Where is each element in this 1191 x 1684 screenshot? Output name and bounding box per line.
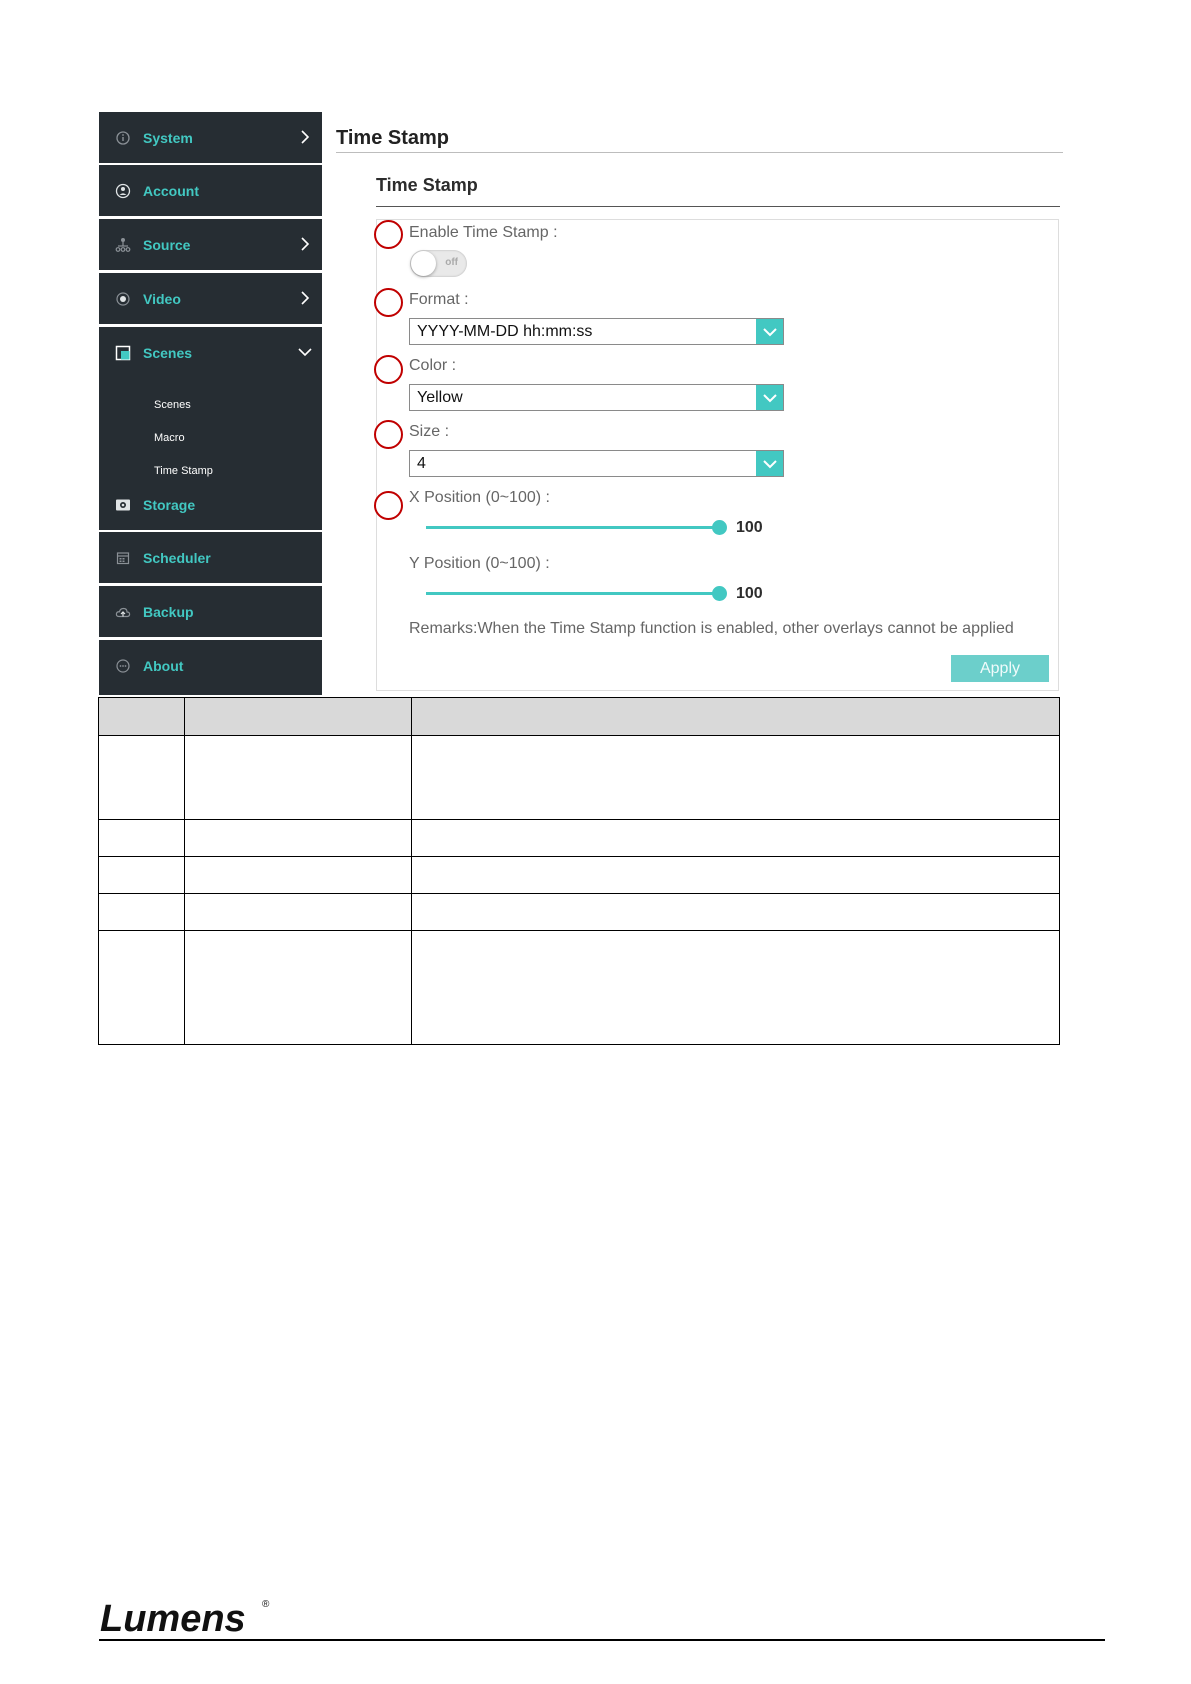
x-position-value: 100 (736, 519, 763, 536)
format-select-value: YYYY-MM-DD hh:mm:ss (417, 323, 593, 340)
table-row (99, 931, 1060, 1045)
table-header-row (99, 698, 1060, 736)
chevron-right-icon (298, 236, 312, 252)
nav-label-source: Source (143, 236, 191, 253)
chevron-right-icon (298, 290, 312, 306)
video-dot-icon (115, 291, 131, 307)
table-header-cell (412, 698, 1060, 736)
footer-divider (99, 1639, 1105, 1641)
chevron-down-icon (756, 385, 783, 410)
nav-label-scheduler: Scheduler (143, 549, 211, 566)
y-position-slider-track[interactable] (426, 592, 719, 595)
chevron-down-icon (756, 319, 783, 344)
source-tree-icon (115, 237, 131, 253)
table-cell (185, 931, 412, 1045)
table-row (99, 736, 1060, 820)
toggle-state-text: off (445, 257, 458, 268)
nav-label-account: Account (143, 182, 199, 199)
submenu-item-time-stamp[interactable]: Time Stamp (154, 465, 213, 477)
nav-item-scheduler[interactable] (99, 532, 322, 583)
nav-item-system[interactable] (99, 112, 322, 163)
nav-label-backup: Backup (143, 603, 194, 620)
section-divider (376, 206, 1060, 207)
nav-label-scenes: Scenes (143, 344, 193, 361)
format-select[interactable] (409, 318, 784, 345)
x-position-slider-thumb[interactable] (712, 520, 727, 535)
callout-marker-3 (374, 355, 403, 384)
storage-icon (115, 497, 131, 513)
backup-cloud-icon (115, 604, 131, 620)
color-label: Color : (409, 357, 457, 374)
sidebar-bottom-edge (99, 688, 322, 695)
size-select[interactable] (409, 450, 784, 477)
callout-marker-1 (374, 220, 403, 249)
table-cell (185, 736, 412, 820)
toggle-knob (411, 251, 436, 276)
chevron-down-icon (298, 344, 312, 360)
callout-marker-5 (374, 491, 403, 520)
table-header-cell (99, 698, 185, 736)
lumens-logo (100, 1595, 272, 1639)
remarks-text: Remarks:When the Time Stamp function is enabled, other overlays cannot be applied (409, 620, 1014, 637)
info-circle-icon (115, 130, 131, 146)
nav-item-about[interactable] (99, 640, 322, 691)
table-cell (412, 820, 1060, 857)
table-row (99, 820, 1060, 857)
nav-item-video[interactable] (99, 273, 322, 324)
y-position-value: 100 (736, 585, 763, 602)
submenu-item-scenes[interactable]: Scenes (154, 399, 191, 411)
table-cell (185, 894, 412, 931)
table-header-cell (185, 698, 412, 736)
description-table (98, 697, 1060, 1045)
table-cell (99, 894, 185, 931)
table-cell (185, 820, 412, 857)
title-divider (336, 152, 1063, 153)
size-select-value: 4 (417, 455, 426, 472)
enable-time-stamp-toggle[interactable] (410, 250, 467, 277)
callout-marker-2 (374, 288, 403, 317)
submenu-item-macro[interactable]: Macro (154, 432, 185, 444)
color-select[interactable] (409, 384, 784, 411)
nav-item-storage[interactable] (99, 479, 322, 530)
table-cell (99, 857, 185, 894)
format-label: Format : (409, 291, 469, 308)
account-icon (115, 183, 131, 199)
section-title: Time Stamp (376, 175, 478, 195)
nav-label-storage: Storage (143, 496, 196, 513)
scenes-icon (115, 345, 131, 361)
registered-mark: ® (262, 1599, 270, 1610)
enable-time-stamp-label: Enable Time Stamp : (409, 224, 558, 241)
table-cell (185, 857, 412, 894)
x-position-label: X Position (0~100) : (409, 489, 550, 506)
chevron-right-icon (298, 129, 312, 145)
table-row (99, 894, 1060, 931)
table-row (99, 857, 1060, 894)
x-position-slider-track[interactable] (426, 526, 719, 529)
nav-item-source[interactable] (99, 219, 322, 270)
size-label: Size : (409, 423, 450, 440)
nav-label-about: About (143, 657, 184, 674)
apply-button[interactable]: Apply (951, 655, 1049, 682)
table-cell (412, 736, 1060, 820)
about-chat-icon (115, 658, 131, 674)
sidebar (99, 112, 322, 695)
chevron-down-icon (756, 451, 783, 476)
page-title: Time Stamp (336, 127, 449, 149)
nav-item-account[interactable] (99, 165, 322, 216)
table-cell (412, 931, 1060, 1045)
y-position-slider-thumb[interactable] (712, 586, 727, 601)
table-cell (99, 820, 185, 857)
scheduler-icon (115, 550, 131, 566)
nav-label-system: System (143, 129, 193, 146)
table-cell (412, 894, 1060, 931)
callout-marker-4 (374, 420, 403, 449)
y-position-label: Y Position (0~100) : (409, 555, 550, 572)
nav-item-scenes[interactable] (99, 327, 322, 378)
table-cell (99, 931, 185, 1045)
color-select-value: Yellow (417, 389, 463, 406)
scenes-submenu (99, 378, 322, 486)
table-cell (412, 857, 1060, 894)
nav-label-video: Video (143, 290, 181, 307)
nav-item-backup[interactable] (99, 586, 322, 637)
logo-wordmark: Lumens (100, 1598, 246, 1639)
table-cell (99, 736, 185, 820)
